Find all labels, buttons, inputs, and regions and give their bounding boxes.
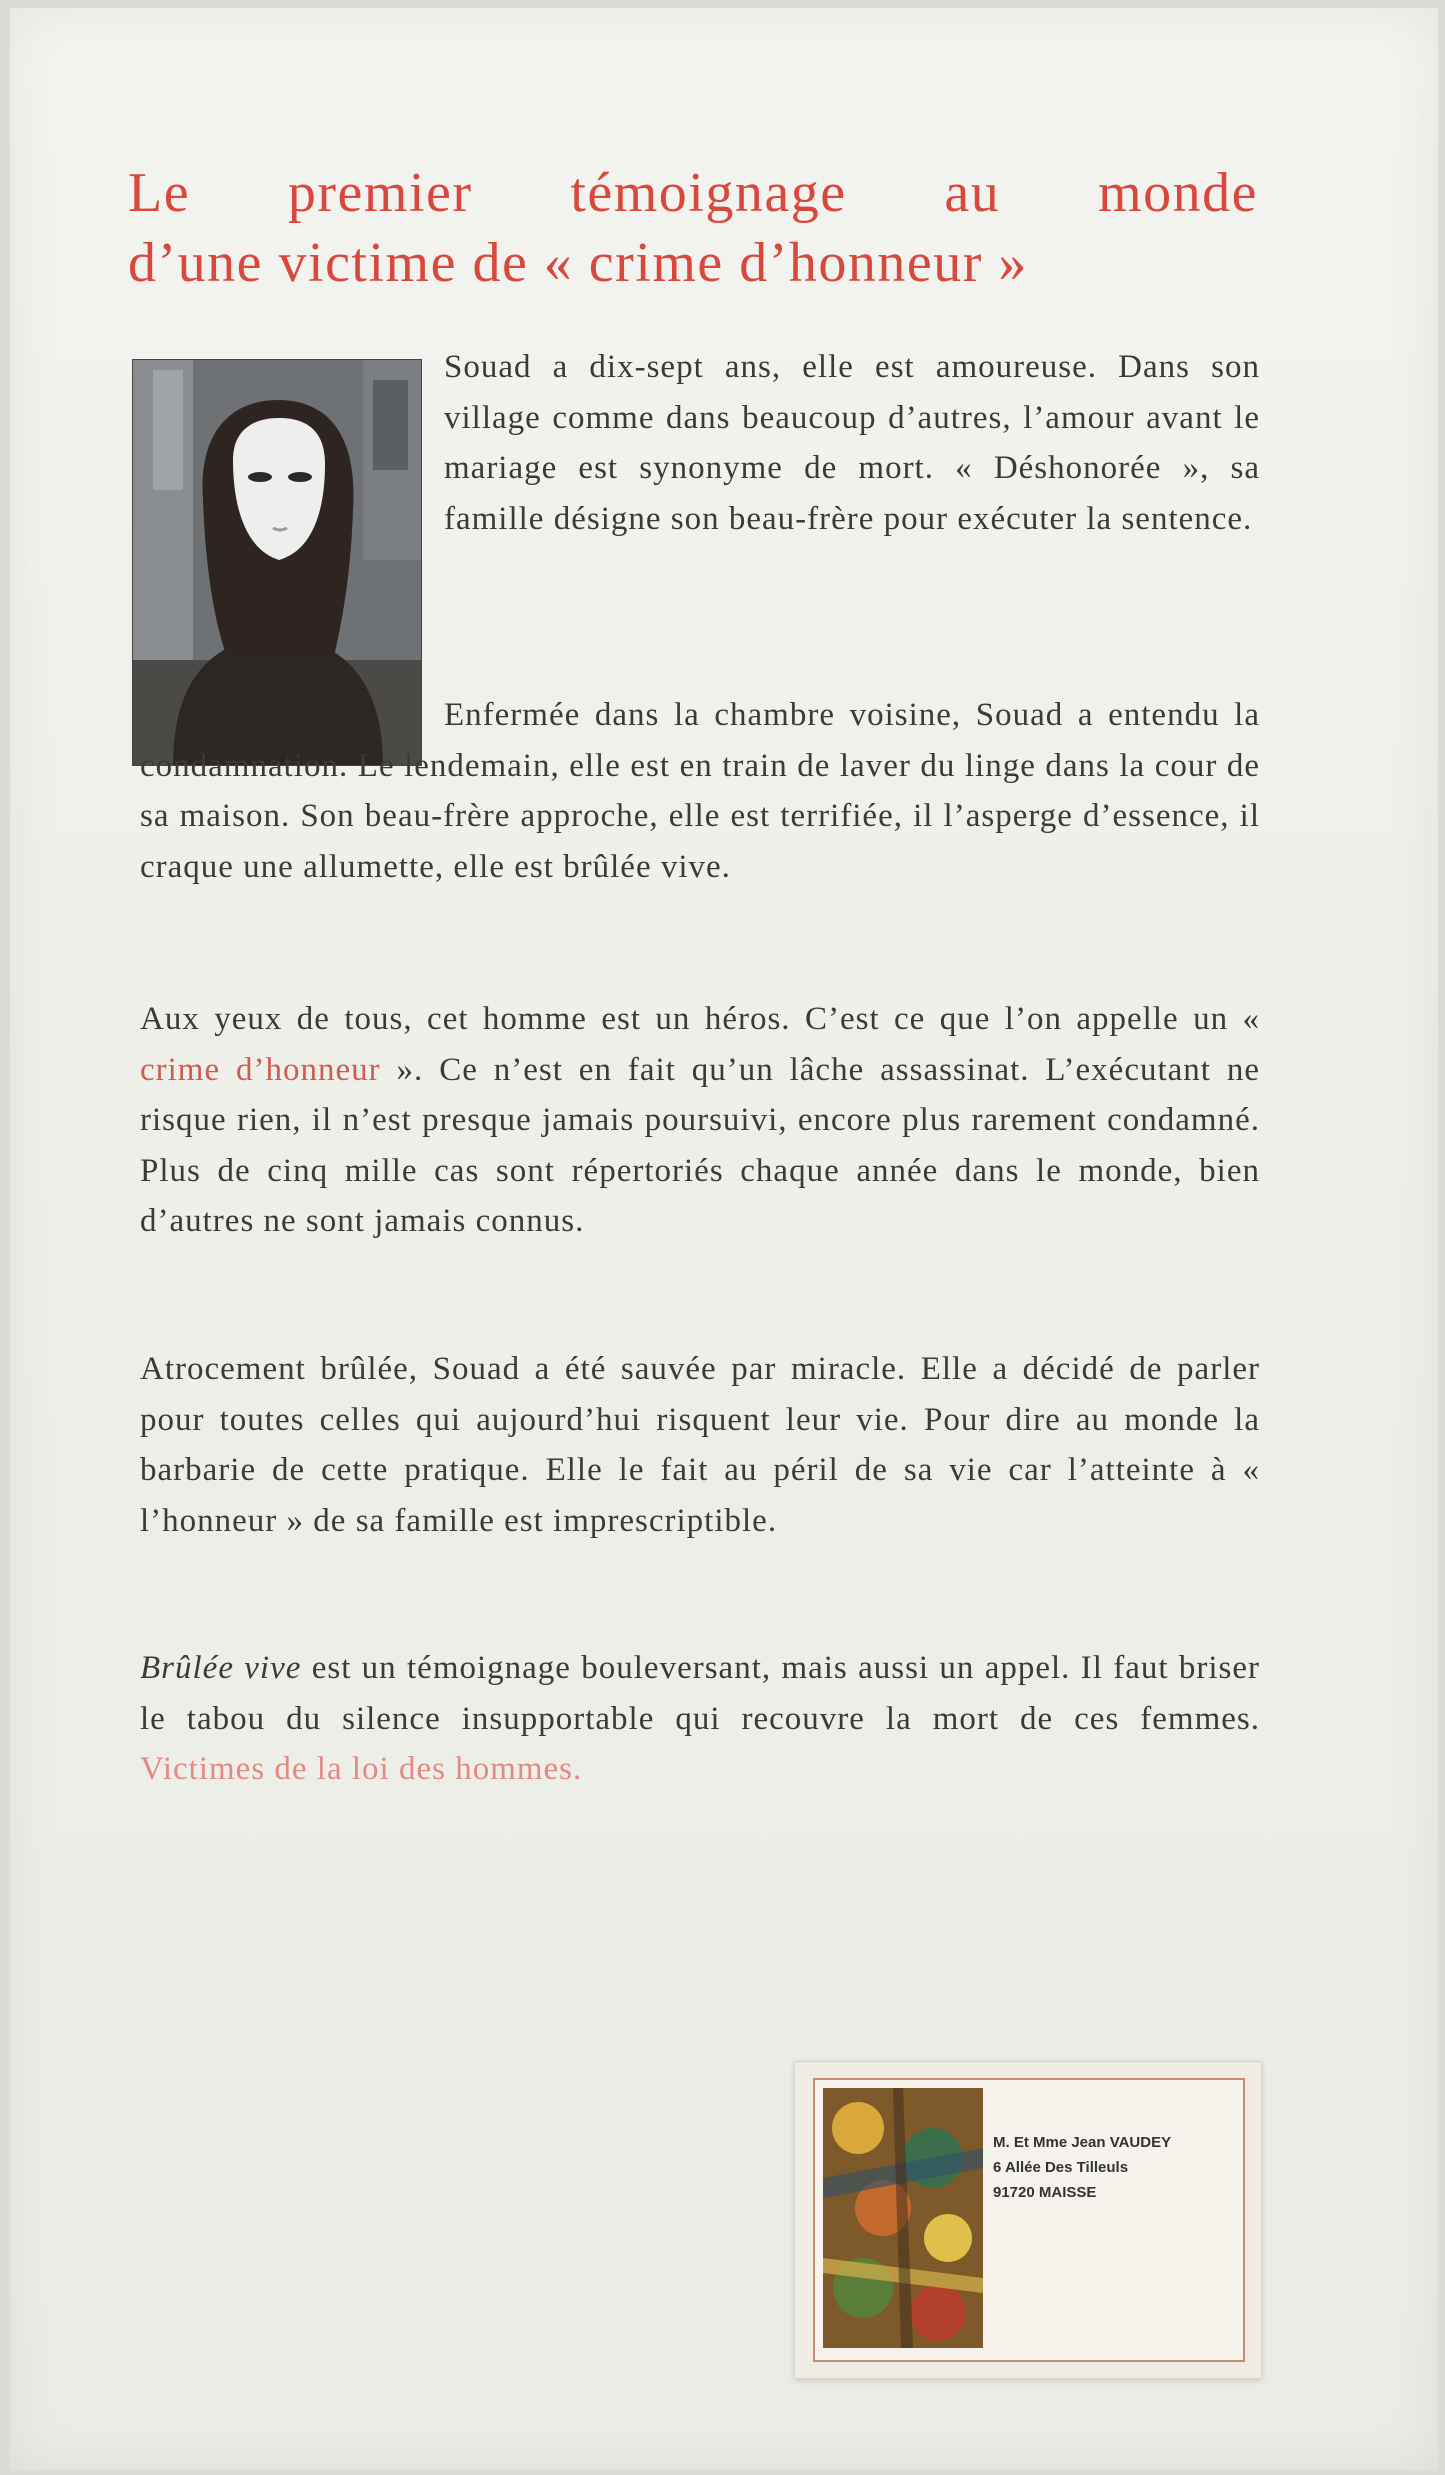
heading-line-1: Le premier témoignage au monde [128, 162, 1258, 224]
paragraph-5 [140, 1643, 1260, 1795]
paragraph-3 [140, 994, 1260, 1247]
address-sticker [794, 2061, 1262, 2379]
stamp-artwork [823, 2088, 983, 2348]
book-title: Brûlée vive [140, 1650, 302, 1686]
artwork-stamp-icon [823, 2088, 983, 2348]
book-back-cover [10, 8, 1438, 2470]
address-line-2: 6 Allée Des Tilleuls [993, 2159, 1129, 2176]
paragraph-3-end: ». Ce n’est en fait qu’un lâche assassinat. L’exécutant ne risque rien, il n’est presque jamais poursuivi, encore plus rarement condamné. Plus de cinq mille cas sont répertoriés chaque année dans le monde, bien d’autres ne sont jamais connus. [140, 1051, 1260, 1239]
paragraph-5-period: . [573, 1751, 583, 1787]
paragraph-5-text: est un témoignage bouleversant, mais aussi un appel. Il faut briser le tabou du silence insupportable qui recouvre la mort de ces femmes. [140, 1650, 1260, 1737]
address-line-3: 91720 MAISSE [993, 2184, 1097, 2201]
crime-honneur-highlight: crime d’honneur [140, 1051, 381, 1088]
heading-line-2: d’une victime de « crime d’honneur » [128, 232, 1028, 294]
paragraph-3-start: Aux yeux de tous, cet homme est un héros. C’est ce que l’on appelle un « [140, 1001, 1260, 1037]
sticker-frame [813, 2078, 1245, 2362]
mailing-address [993, 2130, 1233, 2205]
paragraph-2: Enfermée dans la chambre voisine, Souad a entendu la condamnation. Le lendemain, elle est en train de laver du linge dans la cour de sa maison. Son beau-frère approche, elle est terrifiée, il l’asperge d’essence, il craque une allumette, elle est brûlée vive. [140, 697, 1260, 885]
paragraph-4: Atrocement brûlée, Souad a été sauvée par miracle. Elle a décidé de parler pour toutes celles qui aujourd’hui risquent leur vie. Pour dire au monde la barbarie de cette pratique. Elle le fait au péril de sa vie car l’atteinte à « l’honneur » de sa famille est imprescriptible. [140, 1351, 1260, 1539]
paragraph-1: Souad a dix-sept ans, elle est amoureuse. Dans son village comme dans beaucoup d’autres, l’amour avant le mariage est synonyme de mort. « Déshonorée », sa famille désigne son beau-frère pour exécuter la sentence. [444, 349, 1260, 537]
address-line-1: M. Et Mme Jean VAUDEY [993, 2134, 1172, 2151]
victimes-highlight: Victimes de la loi des hommes [140, 1751, 574, 1787]
cover-heading [128, 158, 1258, 298]
